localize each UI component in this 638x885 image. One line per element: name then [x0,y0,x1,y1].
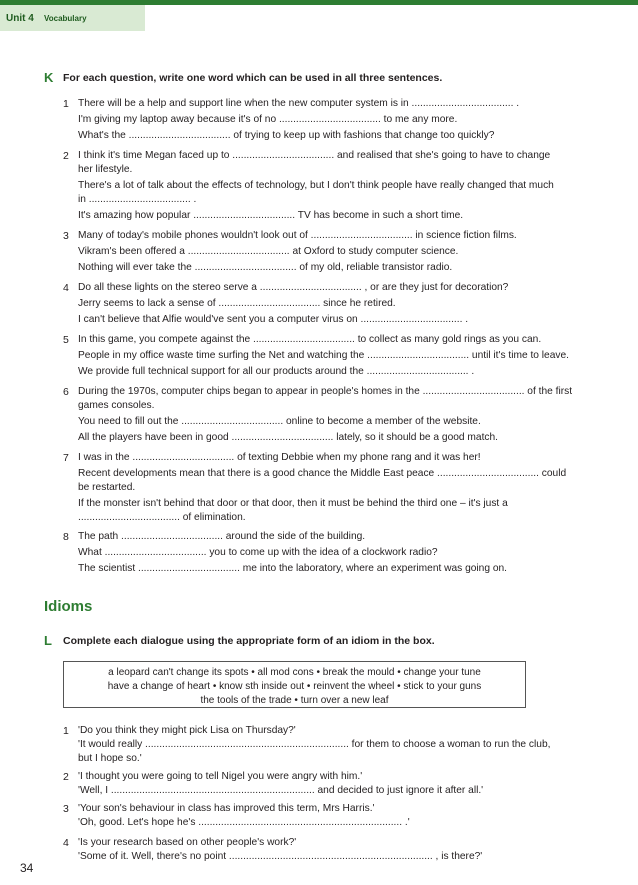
question-number: 1 [63,98,69,110]
question-line: games consoles. [78,400,155,411]
dialogue-line: 'Your son's behaviour in class has improved this term, Mrs Harris.' [78,803,375,814]
question-line: There will be a help and support line when the new computer system is in .................................... . [78,98,520,109]
idiom-box-line: the tools of the trade • turn over a new leaf [200,695,389,706]
question-line: .................................... of elimination. [78,512,246,523]
question-line: Many of today's mobile phones wouldn't look out of .................................... in science fiction films. [78,230,517,241]
question-line: We provide full technical support for all our products around the .................................... . [78,366,475,377]
section-l-letter: L [44,633,52,648]
dialogue-number: 2 [63,771,69,783]
page-number: 34 [20,861,34,875]
dialogue-line: but I hope so.' [78,753,142,764]
question-line: I think it's time Megan faced up to .................................... and realised that she's going to have to change [78,150,551,161]
question-line: In this game, you compete against the .................................... to collect as many gold rings as you can. [78,334,542,345]
question-line: During the 1970s, computer chips began to appear in people's homes in the .................................... of the first [78,386,573,397]
question-line: I'm giving my laptop away because it's of no .................................... to me any more. [78,114,458,125]
dialogue-line: 'Is your research based on other people's work?' [78,837,297,848]
question-number: 2 [63,150,69,162]
question-line: in .................................... . [78,194,197,205]
question-number: 8 [63,531,69,543]
section-l-instruction: Complete each dialogue using the appropriate form of an idiom in the box. [63,635,435,647]
question-number: 5 [63,334,69,346]
dialogue-line: 'Some of it. Well, there's no point ........................................................................ , is there?' [78,851,483,862]
question-line: Vikram's been offered a .................................... at Oxford to study computer science. [78,246,459,257]
unit-title: Vocabulary [44,14,87,23]
dialogue-line: 'It would really ........................................................................ for them to choose a woman to run the club, [78,739,551,750]
section-k-letter: K [44,70,54,85]
idiom-box-line: a leopard can't change its spots • all mod cons • break the mould • change your tune [108,667,481,678]
question-line: I can't believe that Alfie would've sent you a computer virus on .................................... . [78,314,469,325]
dialogue-line: 'Oh, good. Let's hope he's ........................................................................ .' [78,817,410,828]
question-number: 6 [63,386,69,398]
question-line: Nothing will ever take the .................................... of my old, reliable transistor radio. [78,262,453,273]
question-line: What .................................... you to come up with the idea of a clockwork radio? [78,547,438,558]
question-line: The scientist .................................... me into the laboratory, where an experiment was going on. [78,563,508,574]
question-line: You need to fill out the .................................... online to become a member of the website. [78,416,481,427]
question-line: be restarted. [78,482,136,493]
question-line: All the players have been in good .................................... lately, so it should be a good match. [78,432,498,443]
idioms-heading: Idioms [44,598,93,615]
question-line: I was in the .................................... of texting Debbie when my phone rang and it was her! [78,452,481,463]
idiom-box [63,661,526,708]
unit-label: Unit 4 [6,13,34,24]
dialogue-number: 4 [63,837,69,849]
question-number: 4 [63,282,69,294]
section-k-instruction: For each question, write one word which can be used in all three sentences. [63,72,443,84]
unit-header-tab [0,5,145,31]
question-line: her lifestyle. [78,164,133,175]
question-line: There's a lot of talk about the effects of technology, but I don't think people have really changed that much [78,180,554,191]
question-line: If the monster isn't behind that door or that door, then it must be behind the third one – it's just a [78,498,508,509]
question-line: Jerry seems to lack a sense of .................................... since he retired. [78,298,396,309]
question-number: 3 [63,230,69,242]
dialogue-line: 'Well, I ........................................................................ and decided to just ignore it after all.' [78,785,484,796]
question-line: People in my office waste time surfing the Net and watching the .................................... until it's time to leave. [78,350,569,361]
question-line: It's amazing how popular .................................... TV has become in such a short time. [78,210,464,221]
question-line: Recent developments mean that there is a good chance the Middle East peace .................................... could [78,468,567,479]
dialogue-line: 'Do you think they might pick Lisa on Thursday?' [78,725,296,736]
dialogue-number: 1 [63,725,69,737]
dialogue-number: 3 [63,803,69,815]
question-number: 7 [63,452,69,464]
question-line: Do all these lights on the stereo serve a .................................... , or are they just for decoration? [78,282,509,293]
question-line: What's the .................................... of trying to keep up with fashions that change too quickly? [78,130,495,141]
dialogue-line: 'I thought you were going to tell Nigel you were angry with him.' [78,771,363,782]
idiom-box-line: have a change of heart • know sth inside out • reinvent the wheel • stick to your guns [107,681,482,692]
question-line: The path .................................... around the side of the building. [78,531,366,542]
